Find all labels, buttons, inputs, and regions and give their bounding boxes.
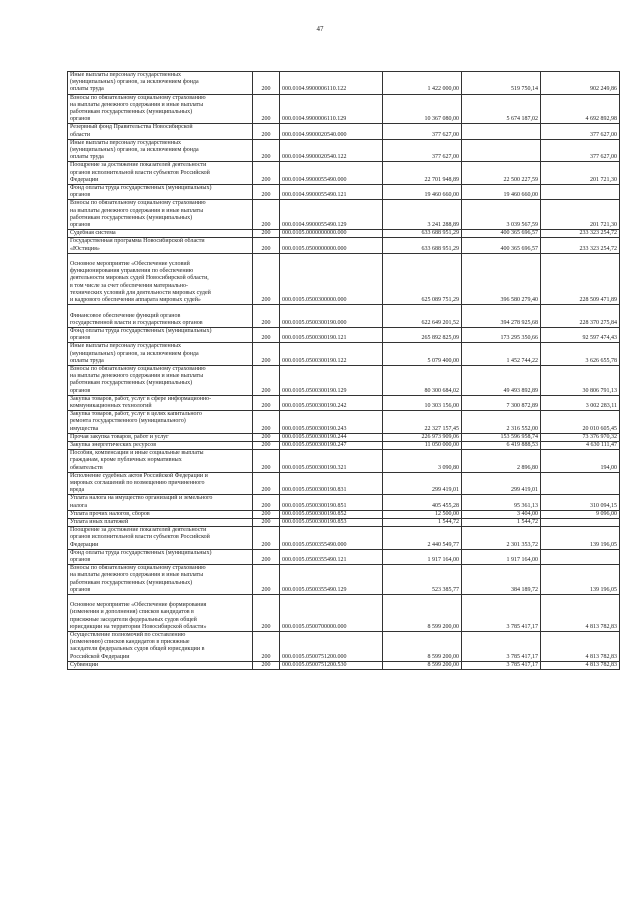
row-unexecuted-amount: 201 721,30 xyxy=(541,200,620,230)
row-unexecuted-amount xyxy=(541,549,620,564)
row-unexecuted-amount xyxy=(541,185,620,200)
row-budget-classification-code: 000.0104.9900055490.121 xyxy=(280,185,383,200)
row-approved-amount: 226 973 909,06 xyxy=(383,433,462,441)
row-line-code: 200 xyxy=(253,495,280,510)
table-row xyxy=(68,527,620,550)
row-budget-classification-code: 000.0105.0500300190.244 xyxy=(280,433,383,441)
table-row xyxy=(68,343,620,366)
row-line-code: 200 xyxy=(253,472,280,495)
row-executed-amount: 400 365 696,57 xyxy=(462,230,541,238)
table-row xyxy=(68,411,620,434)
row-executed-amount: 3 039 567,59 xyxy=(462,200,541,230)
table-row xyxy=(68,472,620,495)
table-row xyxy=(68,72,620,95)
row-description: Поощрение за достижение показателей деятельности органов исполнительной власти субъектов Российской Федерации xyxy=(68,162,253,185)
row-budget-classification-code: 000.0105.0500751200.530 xyxy=(280,661,383,669)
row-budget-classification-code: 000.0104.9900020540.000 xyxy=(280,124,383,139)
row-executed-amount: 1 544,72 xyxy=(462,518,541,526)
row-line-code: 200 xyxy=(253,305,280,328)
row-unexecuted-amount: 377 627,00 xyxy=(541,124,620,139)
table-row xyxy=(68,395,620,410)
row-description: Закупка энергетических ресурсов xyxy=(68,441,253,449)
row-executed-amount xyxy=(462,124,541,139)
row-description: Взносы по обязательному социальному страхованию на выплаты денежного содержания и иные выплаты работникам государственных (муниципальных) органов xyxy=(68,565,253,595)
row-approved-amount: 80 300 684,02 xyxy=(383,365,462,395)
row-executed-amount: 49 493 892,89 xyxy=(462,365,541,395)
row-description: Взносы по обязательному социальному страхованию на выплаты денежного содержания и иные выплаты работникам государственных (муниципальных) органов xyxy=(68,365,253,395)
row-line-code: 200 xyxy=(253,565,280,595)
row-unexecuted-amount: 194,00 xyxy=(541,450,620,473)
row-budget-classification-code: 000.0105.0500300190.321 xyxy=(280,450,383,473)
table-row xyxy=(68,327,620,342)
row-description: Закупка товаров, работ, услуг в целях капитального ремонта государственного (муниципального) имущества xyxy=(68,411,253,434)
row-description: Осуществление полномочий по составлению (изменению) списков кандидатов в присяжные заседатели федеральных судов общей юрисдикции в Российской Федерации xyxy=(68,632,253,662)
row-unexecuted-amount: 4 813 782,83 xyxy=(541,632,620,662)
row-unexecuted-amount: 20 010 605,45 xyxy=(541,411,620,434)
row-approved-amount: 299 419,01 xyxy=(383,472,462,495)
row-executed-amount: 299 419,01 xyxy=(462,472,541,495)
row-budget-classification-code: 000.0105.0500300000.000 xyxy=(280,253,383,304)
row-budget-classification-code: 000.0105.0500300190.242 xyxy=(280,395,383,410)
row-approved-amount: 377 627,00 xyxy=(383,139,462,162)
table-row xyxy=(68,595,620,632)
row-executed-amount: 6 419 888,53 xyxy=(462,441,541,449)
row-budget-classification-code: 000.0105.0500300190.122 xyxy=(280,343,383,366)
table-row xyxy=(68,200,620,230)
row-unexecuted-amount: 3 002 283,11 xyxy=(541,395,620,410)
row-budget-classification-code: 000.0104.9900006110.122 xyxy=(280,72,383,95)
row-executed-amount xyxy=(462,139,541,162)
row-executed-amount: 1 452 744,22 xyxy=(462,343,541,366)
row-approved-amount: 625 089 751,29 xyxy=(383,253,462,304)
row-description: Фонд оплаты труда государственных (муниципальных) органов xyxy=(68,327,253,342)
table-row xyxy=(68,365,620,395)
row-line-code: 200 xyxy=(253,94,280,124)
table-row xyxy=(68,495,620,510)
row-description: Резервный фонд Правительства Новосибирской области xyxy=(68,124,253,139)
row-approved-amount: 12 500,00 xyxy=(383,510,462,518)
row-budget-classification-code: 000.0105.0500355490.000 xyxy=(280,527,383,550)
row-approved-amount: 22 327 157,45 xyxy=(383,411,462,434)
row-unexecuted-amount: 4 813 782,83 xyxy=(541,595,620,632)
row-budget-classification-code: 000.0105.0500751200.000 xyxy=(280,632,383,662)
row-executed-amount: 3 785 417,17 xyxy=(462,632,541,662)
table-row xyxy=(68,139,620,162)
row-description: Закупка товаров, работ, услуг в сфере информационно- коммуникационных технологий xyxy=(68,395,253,410)
row-line-code: 200 xyxy=(253,411,280,434)
row-line-code: 200 xyxy=(253,441,280,449)
row-description: Фонд оплаты труда государственных (муниципальных) органов xyxy=(68,185,253,200)
row-description: Уплата прочих налогов, сборов xyxy=(68,510,253,518)
row-unexecuted-amount: 3 626 655,78 xyxy=(541,343,620,366)
row-executed-amount: 153 596 958,74 xyxy=(462,433,541,441)
row-unexecuted-amount: 377 627,00 xyxy=(541,139,620,162)
table-row xyxy=(68,441,620,449)
row-budget-classification-code: 000.0104.9900055490.000 xyxy=(280,162,383,185)
row-line-code: 200 xyxy=(253,230,280,238)
row-budget-classification-code: 000.0105.0000000000.000 xyxy=(280,230,383,238)
row-line-code: 200 xyxy=(253,343,280,366)
row-budget-classification-code: 000.0105.0500300190.851 xyxy=(280,495,383,510)
row-executed-amount: 3 785 417,17 xyxy=(462,661,541,669)
row-approved-amount: 5 079 400,00 xyxy=(383,343,462,366)
row-approved-amount: 8 599 200,00 xyxy=(383,661,462,669)
row-description: Прочая закупка товаров, работ и услуг xyxy=(68,433,253,441)
row-description: Иные выплаты персоналу государственных (муниципальных) органов, за исключением фонда оплаты труда xyxy=(68,72,253,95)
row-line-code: 200 xyxy=(253,162,280,185)
table-row xyxy=(68,510,620,518)
row-unexecuted-amount: 139 196,05 xyxy=(541,565,620,595)
row-line-code: 200 xyxy=(253,395,280,410)
table-row xyxy=(68,433,620,441)
row-approved-amount: 1 544,72 xyxy=(383,518,462,526)
table-row xyxy=(68,450,620,473)
row-approved-amount: 8 599 200,00 xyxy=(383,632,462,662)
row-description: Фонд оплаты труда государственных (муниципальных) органов xyxy=(68,549,253,564)
row-executed-amount: 1 917 164,00 xyxy=(462,549,541,564)
budget-execution-table xyxy=(67,71,620,670)
row-unexecuted-amount: 4 692 892,98 xyxy=(541,94,620,124)
row-unexecuted-amount: 233 323 254,72 xyxy=(541,230,620,238)
row-executed-amount: 2 316 552,00 xyxy=(462,411,541,434)
row-description: Взносы по обязательному социальному страхованию на выплаты денежного содержания и иные выплаты работникам государственных (муниципальных) органов xyxy=(68,94,253,124)
row-executed-amount: 22 500 227,59 xyxy=(462,162,541,185)
row-budget-classification-code: 000.0105.0500300190.000 xyxy=(280,305,383,328)
row-approved-amount: 633 688 951,29 xyxy=(383,238,462,253)
row-approved-amount: 405 455,28 xyxy=(383,495,462,510)
row-line-code: 200 xyxy=(253,253,280,304)
row-executed-amount: 19 460 660,00 xyxy=(462,185,541,200)
row-description: Иные выплаты персоналу государственных (муниципальных) органов, за исключением фонда оплаты труда xyxy=(68,139,253,162)
row-budget-classification-code: 000.0105.0500300190.852 xyxy=(280,510,383,518)
row-budget-classification-code: 000.0105.0500300190.247 xyxy=(280,441,383,449)
row-approved-amount: 3 241 288,89 xyxy=(383,200,462,230)
row-unexecuted-amount xyxy=(541,518,620,526)
row-executed-amount: 5 674 187,02 xyxy=(462,94,541,124)
row-approved-amount: 19 460 660,00 xyxy=(383,185,462,200)
row-line-code: 200 xyxy=(253,139,280,162)
row-unexecuted-amount: 139 196,05 xyxy=(541,527,620,550)
row-budget-classification-code: 000.0105.0500000000.000 xyxy=(280,238,383,253)
row-approved-amount: 3 090,80 xyxy=(383,450,462,473)
page-number: 47 xyxy=(316,25,324,33)
row-unexecuted-amount xyxy=(541,472,620,495)
row-line-code: 200 xyxy=(253,200,280,230)
row-approved-amount: 22 701 948,89 xyxy=(383,162,462,185)
table-row xyxy=(68,185,620,200)
row-line-code: 200 xyxy=(253,595,280,632)
row-approved-amount: 1 422 000,00 xyxy=(383,72,462,95)
row-approved-amount: 2 440 549,77 xyxy=(383,527,462,550)
row-executed-amount: 400 365 696,57 xyxy=(462,238,541,253)
table-row xyxy=(68,518,620,526)
row-approved-amount: 1 917 164,00 xyxy=(383,549,462,564)
row-line-code: 200 xyxy=(253,365,280,395)
row-unexecuted-amount: 201 721,30 xyxy=(541,162,620,185)
table-row xyxy=(68,162,620,185)
row-budget-classification-code: 000.0105.0500355490.121 xyxy=(280,549,383,564)
row-executed-amount: 384 189,72 xyxy=(462,565,541,595)
row-approved-amount: 523 385,77 xyxy=(383,565,462,595)
row-executed-amount: 394 278 925,68 xyxy=(462,305,541,328)
row-executed-amount: 95 361,13 xyxy=(462,495,541,510)
row-description: Уплата налога на имущество организаций и земельного налога xyxy=(68,495,253,510)
row-description: Взносы по обязательному социальному страхованию на выплаты денежного содержания и иные выплаты работникам государственных (муниципальных) органов xyxy=(68,200,253,230)
table-body xyxy=(68,72,620,670)
row-description: Иные выплаты персоналу государственных (муниципальных) органов, за исключением фонда оплаты труда xyxy=(68,343,253,366)
row-line-code: 200 xyxy=(253,510,280,518)
row-description: Поощрение за достижение показателей деятельности органов исполнительной власти субъектов Российской Федерации xyxy=(68,527,253,550)
row-budget-classification-code: 000.0105.0500300190.121 xyxy=(280,327,383,342)
row-unexecuted-amount: 4 630 111,47 xyxy=(541,441,620,449)
table-row xyxy=(68,632,620,662)
row-budget-classification-code: 000.0104.9900055490.129 xyxy=(280,200,383,230)
row-line-code: 200 xyxy=(253,433,280,441)
row-line-code: 200 xyxy=(253,632,280,662)
row-description: Субвенции xyxy=(68,661,253,669)
row-budget-classification-code: 000.0105.0500300190.243 xyxy=(280,411,383,434)
row-budget-classification-code: 000.0104.9900006110.129 xyxy=(280,94,383,124)
row-unexecuted-amount: 30 806 791,13 xyxy=(541,365,620,395)
row-approved-amount: 265 892 825,09 xyxy=(383,327,462,342)
row-budget-classification-code: 000.0105.0500300190.831 xyxy=(280,472,383,495)
row-line-code: 200 xyxy=(253,72,280,95)
row-budget-classification-code: 000.0105.0500300190.129 xyxy=(280,365,383,395)
row-line-code: 200 xyxy=(253,527,280,550)
row-description: Судебная система xyxy=(68,230,253,238)
row-approved-amount: 377 627,00 xyxy=(383,124,462,139)
row-line-code: 200 xyxy=(253,549,280,564)
row-budget-classification-code: 000.0105.0500355490.129 xyxy=(280,565,383,595)
row-approved-amount: 633 688 951,29 xyxy=(383,230,462,238)
row-unexecuted-amount: 233 323 254,72 xyxy=(541,238,620,253)
table-row xyxy=(68,238,620,253)
row-line-code: 200 xyxy=(253,450,280,473)
row-budget-classification-code: 000.0105.0500300190.853 xyxy=(280,518,383,526)
table-row xyxy=(68,305,620,328)
row-executed-amount: 396 580 279,40 xyxy=(462,253,541,304)
table-row xyxy=(68,549,620,564)
row-unexecuted-amount: 73 376 970,32 xyxy=(541,433,620,441)
row-line-code: 200 xyxy=(253,124,280,139)
row-executed-amount: 3 404,00 xyxy=(462,510,541,518)
row-executed-amount: 173 295 350,66 xyxy=(462,327,541,342)
row-line-code: 200 xyxy=(253,518,280,526)
table-row xyxy=(68,94,620,124)
row-line-code: 200 xyxy=(253,327,280,342)
row-executed-amount: 3 785 417,17 xyxy=(462,595,541,632)
row-approved-amount: 8 599 200,00 xyxy=(383,595,462,632)
row-executed-amount: 7 300 872,89 xyxy=(462,395,541,410)
row-description: Основное мероприятие «Обеспечение условий функционирования управления по обеспечению деятельности мировых судей Новосибирской области, в том числе за счет обеспечения материально- технических условий для деятельности мировых судей и кадрового обеспечения аппарата мировых судей» xyxy=(68,253,253,304)
row-unexecuted-amount: 310 094,15 xyxy=(541,495,620,510)
row-unexecuted-amount: 92 597 474,43 xyxy=(541,327,620,342)
row-line-code: 200 xyxy=(253,185,280,200)
row-unexecuted-amount: 228 509 471,89 xyxy=(541,253,620,304)
row-budget-classification-code: 000.0105.0500700000.000 xyxy=(280,595,383,632)
row-description: Исполнение судебных актов Российской Федерации и мировых соглашений по возмещению причиненного вреда xyxy=(68,472,253,495)
row-approved-amount: 11 050 000,00 xyxy=(383,441,462,449)
table-row xyxy=(68,661,620,669)
row-unexecuted-amount: 9 096,00 xyxy=(541,510,620,518)
row-approved-amount: 10 367 080,00 xyxy=(383,94,462,124)
row-budget-classification-code: 000.0104.9900020540.122 xyxy=(280,139,383,162)
row-approved-amount: 10 303 156,00 xyxy=(383,395,462,410)
row-description: Государственная программа Новосибирской области «Юстиция» xyxy=(68,238,253,253)
table-row xyxy=(68,124,620,139)
row-description: Финансовое обеспечение функций органов государственной власти и государственных органов xyxy=(68,305,253,328)
row-executed-amount: 2 301 353,72 xyxy=(462,527,541,550)
row-unexecuted-amount: 228 370 275,84 xyxy=(541,305,620,328)
row-approved-amount: 622 649 201,52 xyxy=(383,305,462,328)
row-description: Пособия, компенсации и иные социальные выплаты гражданам, кроме публичных нормативных обязательств xyxy=(68,450,253,473)
row-line-code: 200 xyxy=(253,238,280,253)
row-unexecuted-amount: 902 249,86 xyxy=(541,72,620,95)
table-row xyxy=(68,230,620,238)
row-unexecuted-amount: 4 813 782,83 xyxy=(541,661,620,669)
table-row xyxy=(68,565,620,595)
row-line-code: 200 xyxy=(253,661,280,669)
row-description: Основное мероприятие «Обеспечение формирования (изменения и дополнения) списков кандидатов в присяжные заседатели федеральных судов общей юрисдикции на территории Новосибирской области» xyxy=(68,595,253,632)
table-row xyxy=(68,253,620,304)
row-description: Уплата иных платежей xyxy=(68,518,253,526)
row-executed-amount: 519 750,14 xyxy=(462,72,541,95)
row-executed-amount: 2 896,80 xyxy=(462,450,541,473)
